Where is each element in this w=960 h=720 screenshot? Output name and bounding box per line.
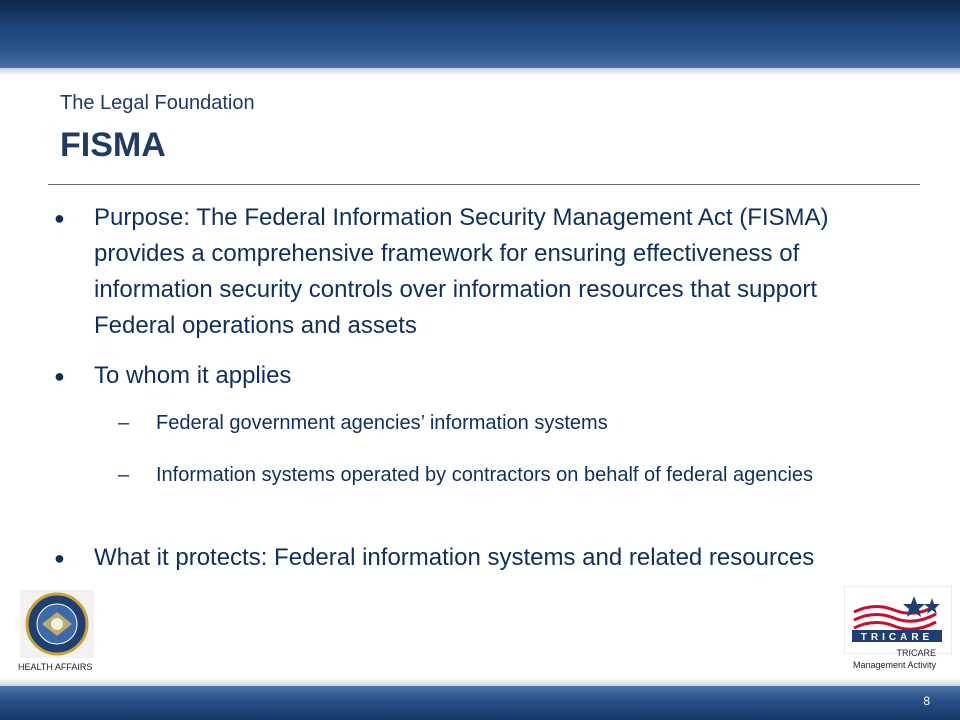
- page-number: 8: [923, 694, 930, 708]
- header-band: [0, 0, 960, 68]
- management-activity-label: Management Activity: [852, 660, 936, 670]
- slide-title: FISMA: [60, 126, 166, 164]
- footer-band: [0, 686, 960, 720]
- sub-bullet-agencies: – Federal government agencies’ information systems: [156, 410, 846, 436]
- dod-seal-icon: [20, 590, 94, 658]
- tricare-label: TRICARE: [896, 648, 936, 658]
- header-shadow: [0, 68, 960, 76]
- bullet-purpose: ● Purpose: The Federal Information Security Management Act (FISMA) provides a comprehensive framework for ensuring effectiveness of information security controls over information resources that support Federal operations and assets: [94, 200, 894, 344]
- health-affairs-label: HEALTH AFFAIRS: [18, 662, 93, 672]
- title-divider: [48, 184, 920, 185]
- slide-subtitle: The Legal Foundation: [60, 92, 255, 114]
- sub-bullet-contractors: – Information systems operated by contractors on behalf of federal agencies: [156, 462, 846, 488]
- tricare-logo-text: TRICARE: [860, 632, 934, 643]
- tricare-logo-icon: [844, 586, 952, 654]
- bullet-applies: ● To whom it applies: [94, 358, 894, 394]
- footer-shadow: [0, 678, 960, 686]
- bullet-protects: ● What it protects: Federal information systems and related resources: [94, 540, 894, 576]
